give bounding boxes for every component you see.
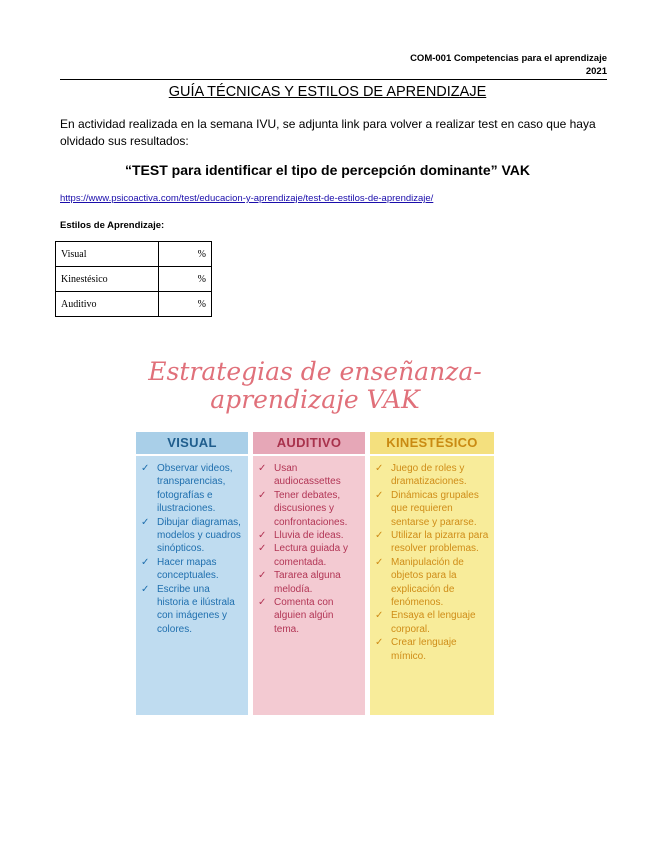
check-icon: ✓ (375, 463, 384, 474)
visual-body (136, 456, 248, 715)
strategy-text: Comenta con alguien algún tema. (274, 597, 334, 635)
strategy-item (374, 636, 490, 663)
strategy-text: Lectura guiada y comentada. (274, 543, 348, 568)
strategy-item (257, 462, 361, 489)
strategy-item (140, 583, 244, 637)
check-icon: ✓ (258, 463, 267, 474)
strategy-item (140, 516, 244, 556)
check-icon: ✓ (258, 543, 267, 555)
course-year: 2021 (585, 66, 607, 77)
style-percent[interactable]: % (159, 267, 212, 292)
style-name: Kinestésico (56, 267, 159, 292)
strategy-text: Usan audiocassettes (274, 463, 341, 488)
table-row (56, 292, 212, 317)
check-icon: ✓ (141, 516, 150, 528)
style-percent[interactable]: % (159, 242, 212, 267)
strategy-text: Escribe una historia e ilústrala con imágenes y colores. (157, 583, 235, 635)
strategy-text: Manipulación de objetos para la explicación de fenómenos. (391, 556, 464, 609)
page-title: GUÍA TÉCNICAS Y ESTILOS DE APRENDIZAJE (168, 84, 487, 100)
strategy-text: Juego de roles y dramatizaciones. (391, 463, 467, 488)
check-icon: ✓ (258, 489, 267, 501)
check-icon: ✓ (258, 530, 267, 542)
check-icon: ✓ (141, 463, 150, 474)
check-icon: ✓ (375, 637, 384, 649)
strategy-item (140, 462, 244, 516)
strategy-item (374, 489, 490, 529)
check-icon: ✓ (375, 610, 384, 622)
auditivo-column (253, 432, 365, 715)
test-link[interactable]: https://www.psicoactiva.com/test/educacion-y-aprendizaje/test-de-estilos-de-aprendizaje/ (60, 193, 434, 204)
check-icon: ✓ (375, 556, 384, 568)
auditivo-header: AUDITIVO (253, 432, 365, 454)
course-name: COM-001 Competencias para el aprendizaje (410, 53, 607, 64)
strategy-item (374, 556, 490, 610)
strategy-text: Tener debates, discusiones y confrontaciones. (274, 489, 348, 528)
vak-strategies-figure (134, 358, 496, 718)
kinestesico-list (370, 456, 494, 663)
strategy-text: Dibujar diagramas, modelos y cuadros sinópticos. (157, 516, 241, 555)
visual-list (136, 456, 248, 636)
strategy-item (374, 462, 490, 489)
visual-column (136, 432, 248, 715)
vak-title-line1: Estrategias de enseñanza- (148, 357, 482, 386)
strategy-item (257, 489, 361, 529)
strategy-item (374, 609, 490, 636)
style-percent[interactable]: % (159, 292, 212, 317)
styles-label: Estilos de Aprendizaje: (60, 220, 165, 231)
check-icon: ✓ (375, 530, 384, 542)
vak-title-line2: aprendizaje VAK (210, 385, 420, 414)
strategy-item (257, 569, 361, 596)
kinestesico-body (370, 456, 494, 715)
strategy-text: Observar videos, transparencias, fotografías e ilustraciones. (157, 463, 233, 515)
strategy-text: Dinámicas grupales que requieren sentarse y pararse. (391, 489, 479, 528)
strategy-text: Ensaya el lenguaje corporal. (391, 610, 476, 635)
kinestesico-column (370, 432, 494, 715)
check-icon: ✓ (141, 583, 150, 595)
strategy-text: Tararea alguna melodía. (274, 570, 341, 595)
document-header (410, 52, 607, 78)
auditivo-body (253, 456, 365, 715)
test-subtitle: “TEST para identificar el tipo de percepción dominante” VAK (124, 162, 531, 178)
table-row (56, 242, 212, 267)
strategy-item (257, 596, 361, 636)
check-icon: ✓ (375, 489, 384, 501)
strategy-text: Lluvia de ideas. (274, 530, 344, 542)
vak-title (134, 358, 496, 414)
header-divider (60, 79, 607, 80)
check-icon: ✓ (258, 597, 267, 609)
strategy-item (257, 542, 361, 569)
strategy-text: Utilizar la pizarra para resolver problemas. (391, 530, 489, 555)
auditivo-list (253, 456, 365, 636)
learning-styles-table (55, 241, 212, 317)
check-icon: ✓ (258, 570, 267, 582)
style-name: Visual (56, 242, 159, 267)
strategy-item (140, 556, 244, 583)
check-icon: ✓ (141, 556, 150, 568)
style-name: Auditivo (56, 292, 159, 317)
strategy-item (257, 529, 361, 542)
strategy-text: Crear lenguaje mímico. (391, 637, 457, 662)
strategy-text: Hacer mapas conceptuales. (157, 556, 219, 582)
intro-paragraph: En actividad realizada en la semana IVU, se adjunta link para volver a realizar test en caso que haya olvidado sus resultados: (60, 117, 596, 148)
visual-header: VISUAL (136, 432, 248, 454)
table-row (56, 267, 212, 292)
kinestesico-header: KINESTÉSICO (370, 432, 494, 454)
strategy-item (374, 529, 490, 556)
